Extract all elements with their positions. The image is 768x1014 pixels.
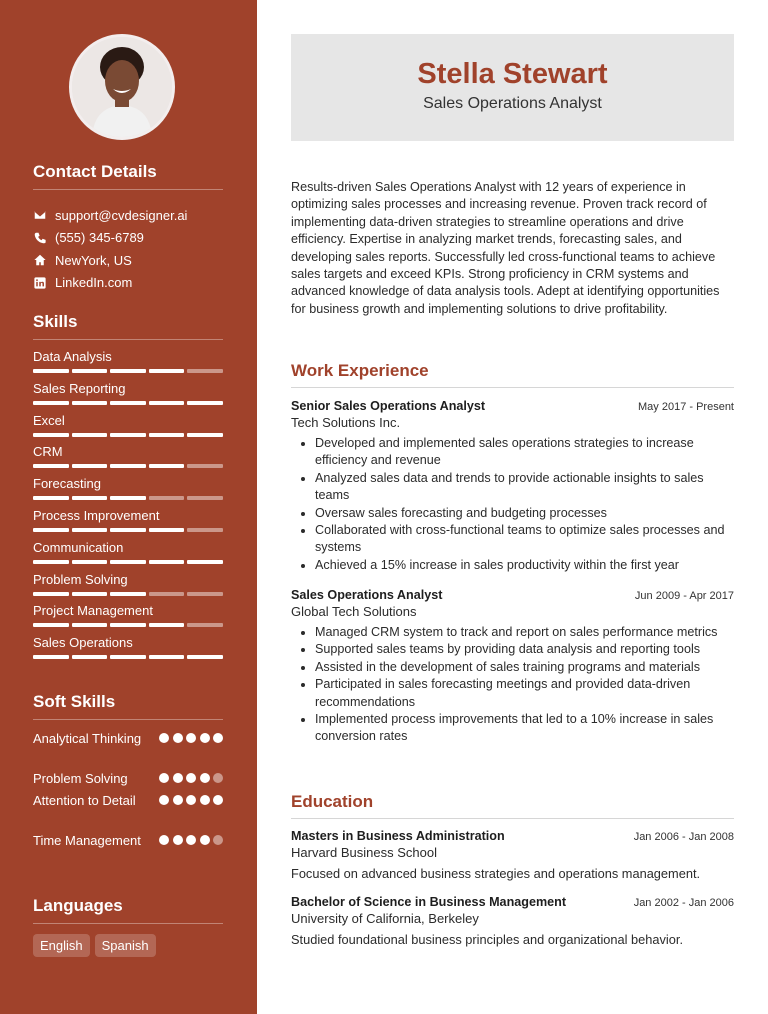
name-header [291,34,734,141]
skill-level-segment [149,433,185,437]
skills-list [33,349,223,667]
candidate-name: Stella Stewart [417,58,608,90]
skill-name: Communication [33,539,124,555]
skill-level-segment [187,464,223,468]
skill-level-segment [187,369,223,373]
contact-phone-text: (555) 345-6789 [55,230,144,246]
skill-level-segment [149,528,185,532]
skill-level-segment [33,433,69,437]
skill-level-segment [72,655,108,659]
rating-dot [159,733,169,743]
skill-level-segment [149,464,185,468]
skill-level-segment [187,528,223,532]
skill-name: Sales Operations [33,635,133,651]
education-degree: Masters in Business Administration [291,829,505,843]
skill-level-segment [149,369,185,373]
rating-dot [173,835,183,845]
skill-item [33,572,223,604]
profile-photo-illustration [72,37,172,137]
skill-level-segment [33,369,69,373]
list-item: • Participated in sales forecasting meetings and provided data-driven recommendations [315,676,734,711]
skill-level-segment [149,496,185,500]
skill-level-segment [110,433,146,437]
rating-dot [213,733,223,743]
envelope-icon [33,208,47,222]
skill-level-bar [33,655,223,659]
contact-location [33,249,223,272]
skill-level-segment [187,401,223,405]
skill-item [33,603,223,635]
job-date: May 2017 - Present [638,401,734,413]
soft-skill-name: Attention to Detail [33,793,136,808]
rating-dot [186,773,196,783]
skill-name: CRM [33,444,63,460]
skill-name: Data Analysis [33,349,112,364]
rating-dot [200,733,210,743]
list-item: • Supported sales teams by providing data analysis and reporting tools [315,641,734,658]
rating-dot [213,795,223,805]
skill-level-bar [33,528,223,532]
skill-level-segment [110,528,146,532]
education-heading: Education [291,792,734,819]
skill-item [33,381,223,413]
skill-name: Problem Solving [33,571,128,587]
skill-name: Forecasting [33,476,101,492]
skill-name: Sales Reporting [33,380,126,396]
rating-dot [186,835,196,845]
skill-item [33,476,223,508]
profile-photo [69,34,175,140]
job-bullets [291,435,734,574]
skill-level-segment [33,655,69,659]
skill-level-segment [33,528,69,532]
rating-dot [159,795,169,805]
skill-level-segment [110,496,146,500]
skill-level-segment [149,401,185,405]
skill-item [33,635,223,667]
skill-level-segment [33,592,69,596]
skill-level-segment [110,655,146,659]
skill-level-segment [72,433,108,437]
sidebar [0,0,257,1014]
list-item: • Assisted in the development of sales training programs and materials [315,659,734,676]
education-school: Harvard Business School [291,845,437,860]
skill-level-segment [33,464,69,468]
contact-email-text: support@cvdesigner.ai [55,207,188,223]
skill-name: Project Management [33,603,153,619]
job-company: Global Tech Solutions [291,604,417,619]
skill-level-segment [149,592,185,596]
rating-dot [200,773,210,783]
skill-level-segment [72,623,108,627]
skill-level-segment [187,496,223,500]
soft-skills-heading: Soft Skills [33,692,223,720]
contact-linkedin[interactable] [33,272,223,295]
education-entry [291,829,734,881]
education-entry [291,895,734,947]
rating-dot [186,795,196,805]
skill-level-segment [33,401,69,405]
skill-level-segment [149,560,185,564]
list-item: • Achieved a 15% increase in sales productivity within the first year [315,557,734,574]
work-experience-heading: Work Experience [291,361,734,388]
skill-level-segment [187,433,223,437]
skill-level-segment [33,560,69,564]
skill-level-bar [33,560,223,564]
list-item: • Collaborated with cross-functional teams to optimize sales processes and systems [315,522,734,557]
skill-level-segment [72,560,108,564]
soft-skill-rating [159,770,223,783]
soft-skill-item [33,770,223,792]
skill-level-segment [33,496,69,500]
skill-level-segment [72,496,108,500]
soft-skill-rating [159,730,223,743]
education-degree: Bachelor of Science in Business Management [291,895,567,909]
soft-skill-rating [159,832,223,845]
soft-skill-item [33,730,223,770]
skill-level-segment [72,369,108,373]
skill-level-segment [110,464,146,468]
skill-name: Excel [33,412,65,428]
job-title: Senior Sales Operations Analyst [291,399,486,413]
education-description: Studied foundational business principles and organizational behavior. [291,932,683,947]
languages-heading: Languages [33,896,223,924]
rating-dot [173,733,183,743]
skill-level-segment [187,623,223,627]
profile-summary: Results-driven Sales Operations Analyst with 12 years of experience in optimizing sales processes and increasing revenue. Proven track record of implementing data-driven strategies to streamline operations and drive efficiency. Expertise in analyzing market trends, forecasting sales, and developing sales reports. Successfully led cross-functional teams to achieve sales targets and exceed KPIs. Strong proficiency in CRM systems and advanced knowledge of data analysis tools. Adept at identifying opportunities for business growth and implementing solutions to drive profitability. [291,180,720,316]
skill-level-segment [110,369,146,373]
skills-heading: Skills [33,312,223,340]
skill-level-bar [33,401,223,405]
skill-level-bar [33,464,223,468]
contact-heading: Contact Details [33,162,223,190]
skill-level-segment [149,655,185,659]
education-school: University of California, Berkeley [291,911,479,926]
skill-name: Process Improvement [33,507,160,523]
job-title: Sales Operations Analyst [291,588,443,602]
soft-skill-name: Analytical Thinking [33,731,142,746]
soft-skill-item [33,832,223,872]
education-date: Jan 2006 - Jan 2008 [633,831,734,843]
skill-level-bar [33,433,223,437]
list-item: • Analyzed sales data and trends to provide actionable insights to sales teams [315,470,734,505]
rating-dot [159,835,169,845]
rating-dot [213,773,223,783]
list-item: • Developed and implemented sales operations strategies to increase efficiency and revenue [315,435,734,470]
contact-phone[interactable] [33,227,223,250]
skill-level-bar [33,592,223,596]
soft-skill-name: Time Management [33,833,141,848]
skill-level-segment [72,464,108,468]
home-icon [33,253,47,267]
job-date: Jun 2009 - Apr 2017 [634,590,734,602]
rating-dot [159,773,169,783]
skill-level-segment [110,401,146,405]
skill-level-segment [33,623,69,627]
rating-dot [173,773,183,783]
skill-level-segment [110,623,146,627]
skill-level-segment [187,560,223,564]
skill-level-segment [72,528,108,532]
contact-email[interactable] [33,204,223,227]
contact-linkedin-text: LinkedIn.com [55,275,133,291]
education-date: Jan 2002 - Jan 2006 [633,897,734,909]
skill-level-segment [187,592,223,596]
language-tag: English [33,934,90,957]
job-company: Tech Solutions Inc. [291,415,401,430]
skill-item [33,413,223,445]
skill-item [33,349,223,381]
list-item: • Managed CRM system to track and report on sales performance metrics [315,624,734,641]
phone-icon [33,231,47,245]
skill-item [33,540,223,572]
linkedin-icon [33,276,47,290]
language-tag: Spanish [95,934,156,957]
soft-skill-name: Problem Solving [33,771,128,786]
rating-dot [186,733,196,743]
skill-level-segment [110,592,146,596]
education-description: Focused on advanced business strategies and operations management. [291,866,701,881]
contact-list [33,204,223,294]
soft-skill-rating [159,792,223,805]
rating-dot [213,835,223,845]
candidate-role: Sales Operations Analyst [423,95,602,112]
skill-level-segment [72,592,108,596]
skill-level-segment [110,560,146,564]
skill-level-segment [187,655,223,659]
skill-level-bar [33,369,223,373]
list-item: • Implemented process improvements that led to a 10% increase in sales conversion rates [315,711,734,746]
skill-level-segment [149,623,185,627]
skill-item [33,508,223,540]
list-item: • Oversaw sales forecasting and budgeting processes [315,505,734,522]
skill-level-bar [33,623,223,627]
skill-level-bar [33,496,223,500]
languages-list [33,934,156,957]
soft-skills-list [33,730,223,872]
skill-item [33,444,223,476]
contact-location-text: NewYork, US [55,252,132,268]
rating-dot [173,795,183,805]
skill-level-segment [72,401,108,405]
soft-skill-item [33,792,223,832]
job-entry [291,399,734,574]
rating-dot [200,795,210,805]
job-entry [291,588,734,746]
rating-dot [200,835,210,845]
job-bullets [291,624,734,746]
